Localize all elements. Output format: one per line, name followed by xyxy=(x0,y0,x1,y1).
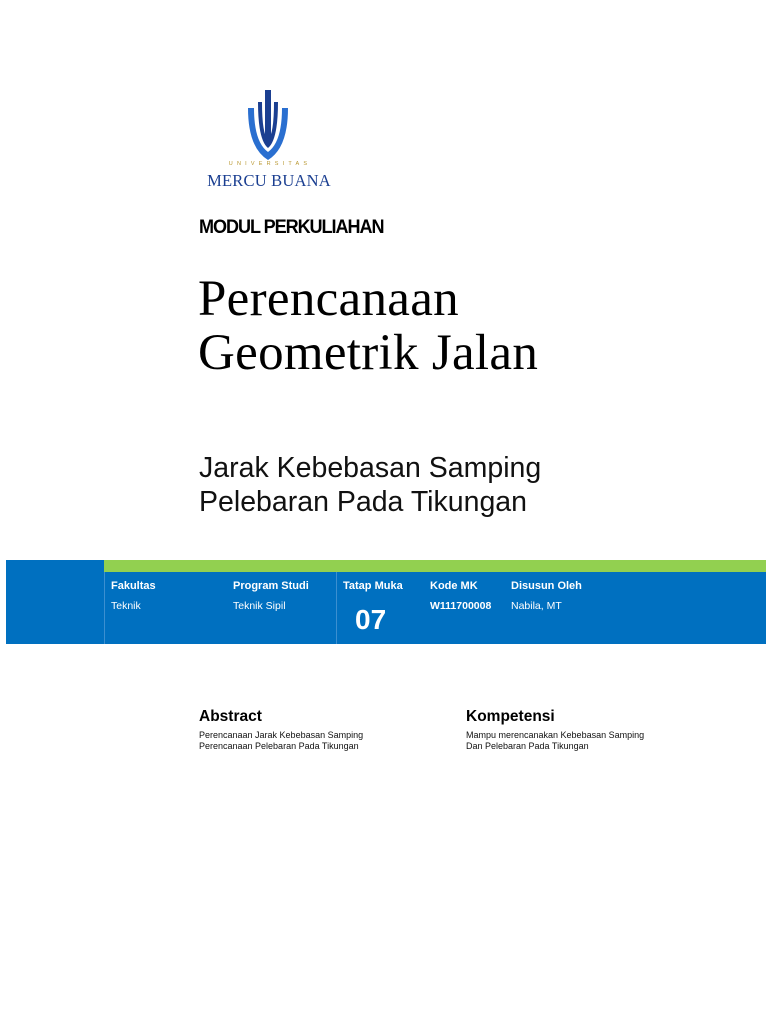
title-line: Geometrik Jalan xyxy=(198,325,539,381)
disusun-oleh-label: Disusun Oleh xyxy=(511,580,582,592)
abstract-line: Perencanaan Pelebaran Pada Tikungan xyxy=(199,741,359,751)
subtitle-line: Jarak Kebebasan Samping xyxy=(199,452,542,484)
disusun-oleh-value: Nabila, MT xyxy=(511,600,562,612)
fakultas-label: Fakultas xyxy=(111,580,156,592)
kompetensi-line: Dan Pelebaran Pada Tikungan xyxy=(466,741,589,751)
program-studi-label: Program Studi xyxy=(233,580,309,592)
abstract-heading: Abstract xyxy=(199,708,262,725)
logo-name: MERCU BUANA xyxy=(207,171,331,190)
tatap-muka-label: Tatap Muka xyxy=(343,580,403,592)
mercu-buana-emblem-icon xyxy=(246,90,290,162)
document-subtitle xyxy=(199,451,541,519)
kode-mk-value: W111700008 xyxy=(430,600,492,612)
subtitle-line: Pelebaran Pada Tikungan xyxy=(199,486,528,518)
abstract-line: Perencanaan Jarak Kebebasan Samping xyxy=(199,730,364,740)
info-band-divider xyxy=(104,572,105,644)
program-studi-value: Teknik Sipil xyxy=(233,600,286,612)
info-band-green-stripe xyxy=(6,560,766,572)
kompetensi-line: Mampu merencanakan Kebebasan Samping xyxy=(466,730,645,740)
info-band-divider xyxy=(336,572,337,644)
fakultas-value: Teknik xyxy=(111,600,141,612)
module-label: MODUL PERKULIAHAN xyxy=(199,217,384,238)
kode-mk-label: Kode MK xyxy=(430,580,478,592)
university-logo xyxy=(198,88,334,196)
kompetensi-heading: Kompetensi xyxy=(466,708,555,725)
document-title xyxy=(198,272,538,380)
tatap-muka-value: 07 xyxy=(355,604,387,635)
info-band-left-block xyxy=(6,560,104,644)
logo-university-label: UNIVERSITAS xyxy=(228,161,312,167)
title-line: Perencanaan xyxy=(198,271,459,327)
